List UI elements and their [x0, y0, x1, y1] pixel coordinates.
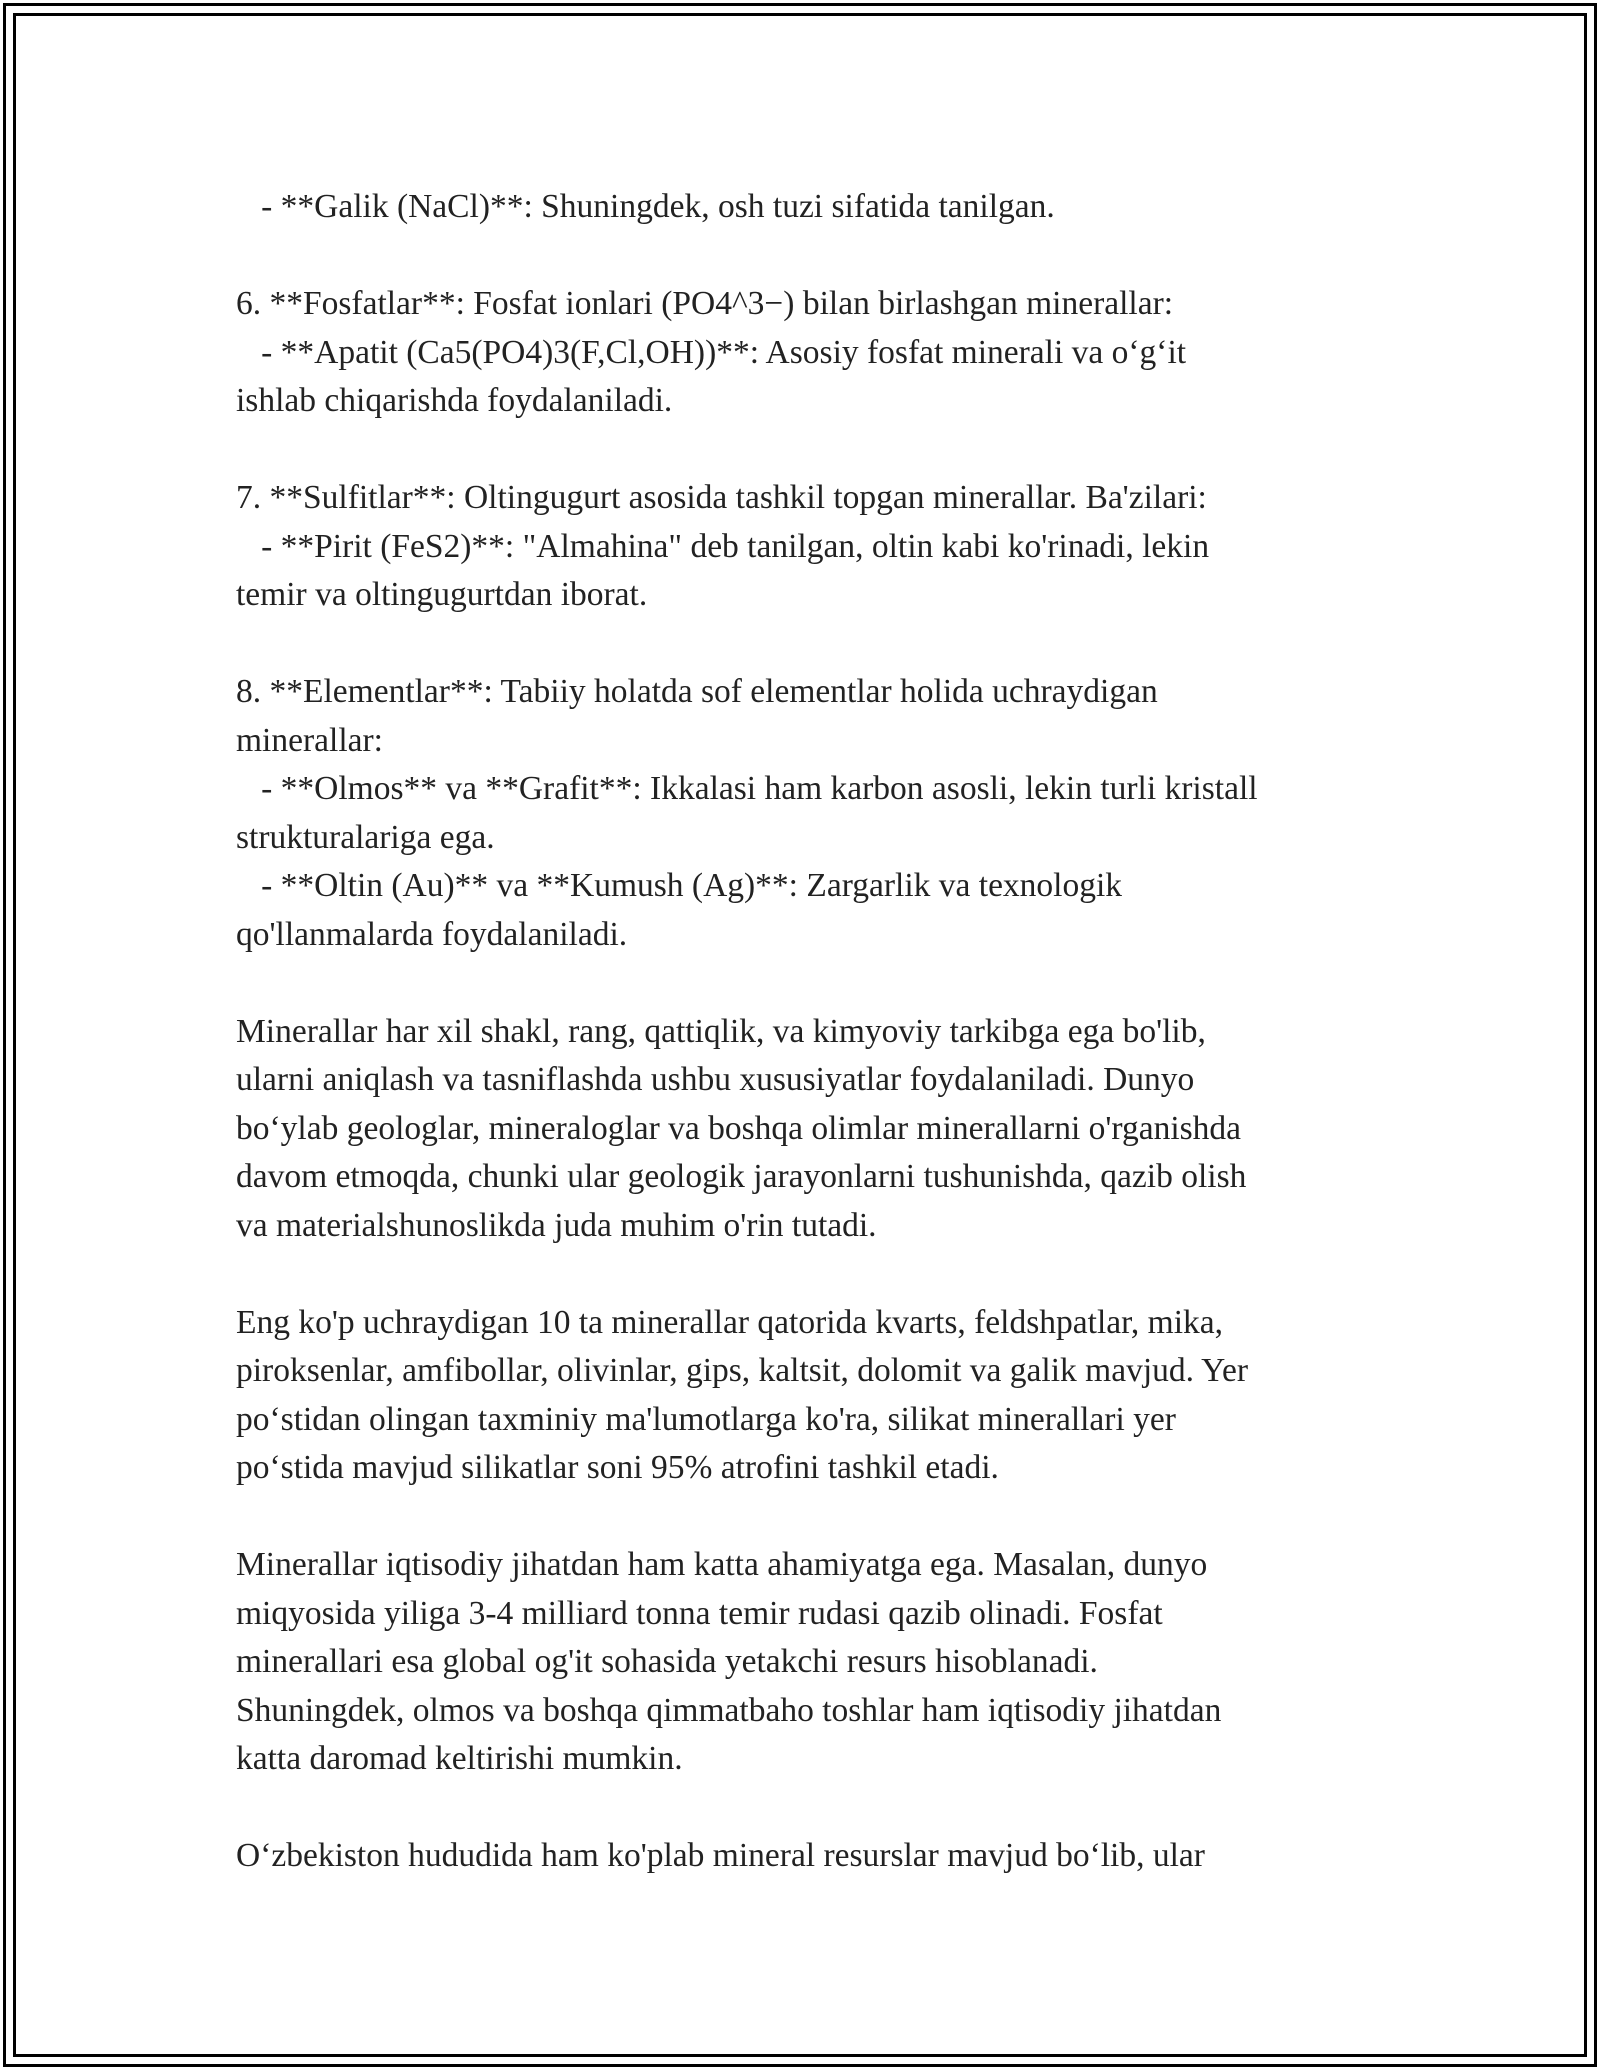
text-line: - **Pirit (FeS2)**: "Almahina" deb tanilgan, oltin kabi ko'rinadi, lekin [236, 527, 1210, 565]
text-line: po‘stida mavjud silikatlar soni 95% atrofini tashkil etadi. [236, 1449, 999, 1486]
paragraph-iqtisodiy [236, 1541, 1366, 1784]
paragraph-galik [236, 183, 1366, 232]
text-line: Minerallar har xil shakl, rang, qattiqlik, va kimyoviy tarkibga ega bo'lib, [236, 1012, 1206, 1050]
text-line: minerallari esa global og'it sohasida yetakchi resurs hisoblanadi. [236, 1643, 1098, 1680]
text-line: Eng ko'p uchraydigan 10 ta minerallar qatorida kvarts, feldshpatlar, mika, [236, 1303, 1224, 1341]
text-line: 8. **Elementlar**: Tabiiy holatda sof elementlar holida uchraydigan [236, 673, 1158, 710]
paragraph-ozbekiston [236, 1832, 1366, 1881]
text-line: minerallar: [236, 721, 383, 759]
text-line: ularni aniqlash va tasniflashda ushbu xususiyatlar foydalaniladi. Dunyo [236, 1061, 1195, 1098]
document-body [236, 183, 1366, 1881]
text-line: piroksenlar, amfibollar, olivinlar, gips, kaltsit, dolomit va galik mavjud. Yer [236, 1352, 1249, 1389]
text-line: temir va oltingugurtdan iborat. [236, 576, 648, 613]
paragraph-gap [236, 1784, 1366, 1833]
text-line: strukturalariga ega. [236, 818, 495, 856]
paragraph-gap [236, 426, 1366, 475]
text-line: - **Olmos** va **Grafit**: Ikkalasi ham karbon asosli, lekin turli kristall [236, 770, 1258, 807]
text-line: ishlab chiqarishda foydalaniladi. [236, 382, 673, 419]
text-line: bo‘ylab geologlar, mineraloglar va boshqa olimlar minerallarni o'rganishda [236, 1109, 1242, 1147]
paragraph-gap [236, 959, 1366, 1008]
paragraph-gap [236, 1493, 1366, 1542]
text-line: katta daromad keltirishi mumkin. [236, 1740, 683, 1777]
text-line: - **Galik (NaCl)**: Shuningdek, osh tuzi sifatida tanilgan. [236, 188, 1055, 225]
paragraph-elementlar [236, 668, 1366, 959]
text-line: Shuningdek, olmos va boshqa qimmatbaho toshlar ham iqtisodiy jihatdan [236, 1691, 1222, 1729]
text-line: 7. **Sulfitlar**: Oltingugurt asosida tashkil topgan minerallar. Ba'zilari: [236, 479, 1207, 516]
paragraph-gap [236, 1250, 1366, 1299]
text-line: po‘stidan olingan taxminiy ma'lumotlarga ko'ra, silikat minerallari yer [236, 1400, 1176, 1438]
text-line: miqyosida yiliga 3-4 milliard tonna temir rudasi qazib olinadi. Fosfat [236, 1594, 1163, 1632]
paragraph-gap [236, 232, 1366, 281]
text-line: - **Apatit (Ca5(PO4)3(F,Cl,OH))**: Asosiy fosfat minerali va o‘g‘it [236, 333, 1187, 371]
paragraph-minerallar-xususiyat [236, 1008, 1366, 1251]
text-line: - **Oltin (Au)** va **Kumush (Ag)**: Zargarlik va texnologik [236, 867, 1123, 904]
paragraph-gap [236, 620, 1366, 669]
paragraph-eng-kop [236, 1299, 1366, 1493]
paragraph-fosfatlar [236, 280, 1366, 426]
text-line: va materialshunoslikda juda muhim o'rin tutadi. [236, 1206, 877, 1244]
text-line: Minerallar iqtisodiy jihatdan ham katta ahamiyatga ega. Masalan, dunyo [236, 1546, 1208, 1583]
text-line: 6. **Fosfatlar**: Fosfat ionlari (PO4^3−) bilan birlashgan minerallar: [236, 285, 1174, 322]
text-line: qo'llanmalarda foydalaniladi. [236, 915, 628, 953]
text-line: davom etmoqda, chunki ular geologik jarayonlarni tushunishda, qazib olish [236, 1158, 1247, 1195]
text-line: O‘zbekiston hududida ham ko'plab mineral resurslar mavjud bo‘lib, ular [236, 1837, 1205, 1874]
paragraph-sulfitlar [236, 474, 1366, 620]
